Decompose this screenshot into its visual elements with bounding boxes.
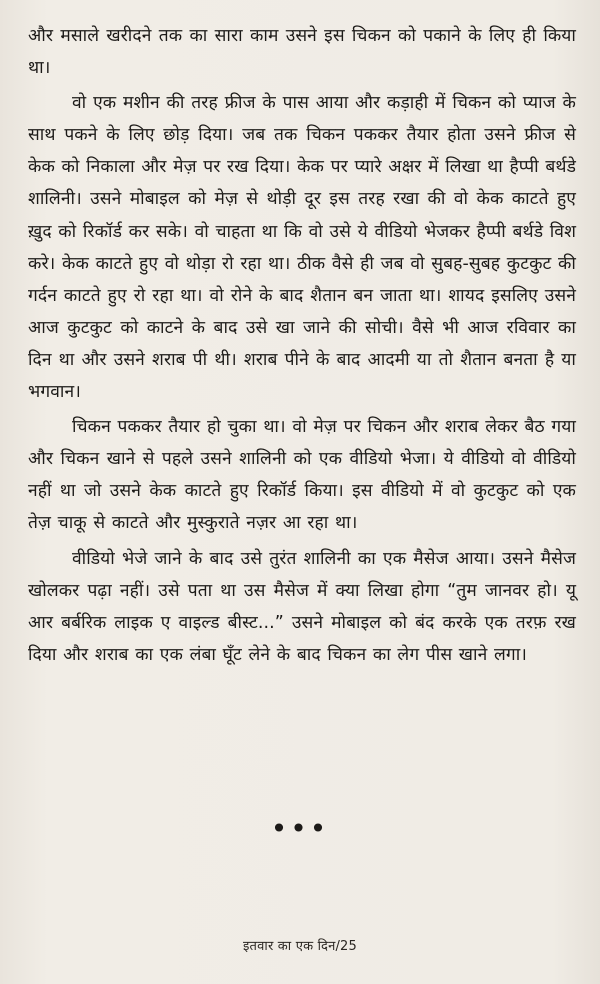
paragraph-4: वीडियो भेजे जाने के बाद उसे तुरंत शालिनी का एक मैसेज आया। उसने मैसेज खोलकर पढ़ा नहीं। उसे पता था उस मैसेज में क्या लिखा होगा “तुम जानवर हो। यू आर बर्बरिक लाइक ए वाइल्ड बीस्ट...” उसने मोबाइल को बंद करके एक तरफ़ रख दिया और शराब का एक लंबा घूँट लेने के बाद चिकन का लेग पीस खाने लगा। — [28, 548, 576, 665]
paragraph-3: चिकन पककर तैयार हो चुका था। वो मेज़ पर चिकन और शराब लेकर बैठ गया और चिकन खाने से पहले उसने शालिनी को एक वीडियो भेजा। ये वीडियो वो वीडियो नहीं था जो उसने केक काटते हुए रिकॉर्ड किया। इस वीडियो में वो कुटकुट को एक तेज़ चाकू से काटते और मुस्कुराते नज़र आ रहा था। — [28, 417, 576, 534]
page-footer: इतवार का एक दिन/25 — [242, 939, 358, 954]
section-separator: ••• — [270, 812, 330, 845]
paragraph-1: और मसाले खरीदने तक का सारा काम उसने इस चिकन को पकाने के लिए ही किया था। — [28, 26, 576, 79]
paragraph-2: वो एक मशीन की तरह फ्रीज के पास आया और कड़ाही में चिकन को प्याज के साथ पकने के लिए छोड़ दिया। जब तक चिकन पककर तैयार होता उसने फ्रीज से केक को निकाला और मेज़ पर रख दिया। केक पर प्यारे अक्षर में लिखा था हैप्पी बर्थडे शालिनी। उसने मोबाइल को मेज़ से थोड़ी दूर इस तरह रखा की वो केक काटते हुए ख़ुद को रिकॉर्ड कर सके। वो चाहता था कि वो उसे ये वीडियो भेजकर हैप्पी बर्थडे विश करे। केक काटते हुए वो थोड़ा रो रहा था। ठीक वैसे ही जब वो सुबह-सुबह कुटकुट की गर्दन काटते हुए रो रहा था। वो रोने के बाद शैतान बन जाता था। शायद इसलिए उसने आज कुटकुट को काटने के बाद उसे खा जाने की सोची। वैसे भी आज रविवार का दिन था और उसने शराब पी थी। शराब पीने के बाद आदमी या तो शैतान बनता है या भगवान। — [28, 93, 576, 403]
